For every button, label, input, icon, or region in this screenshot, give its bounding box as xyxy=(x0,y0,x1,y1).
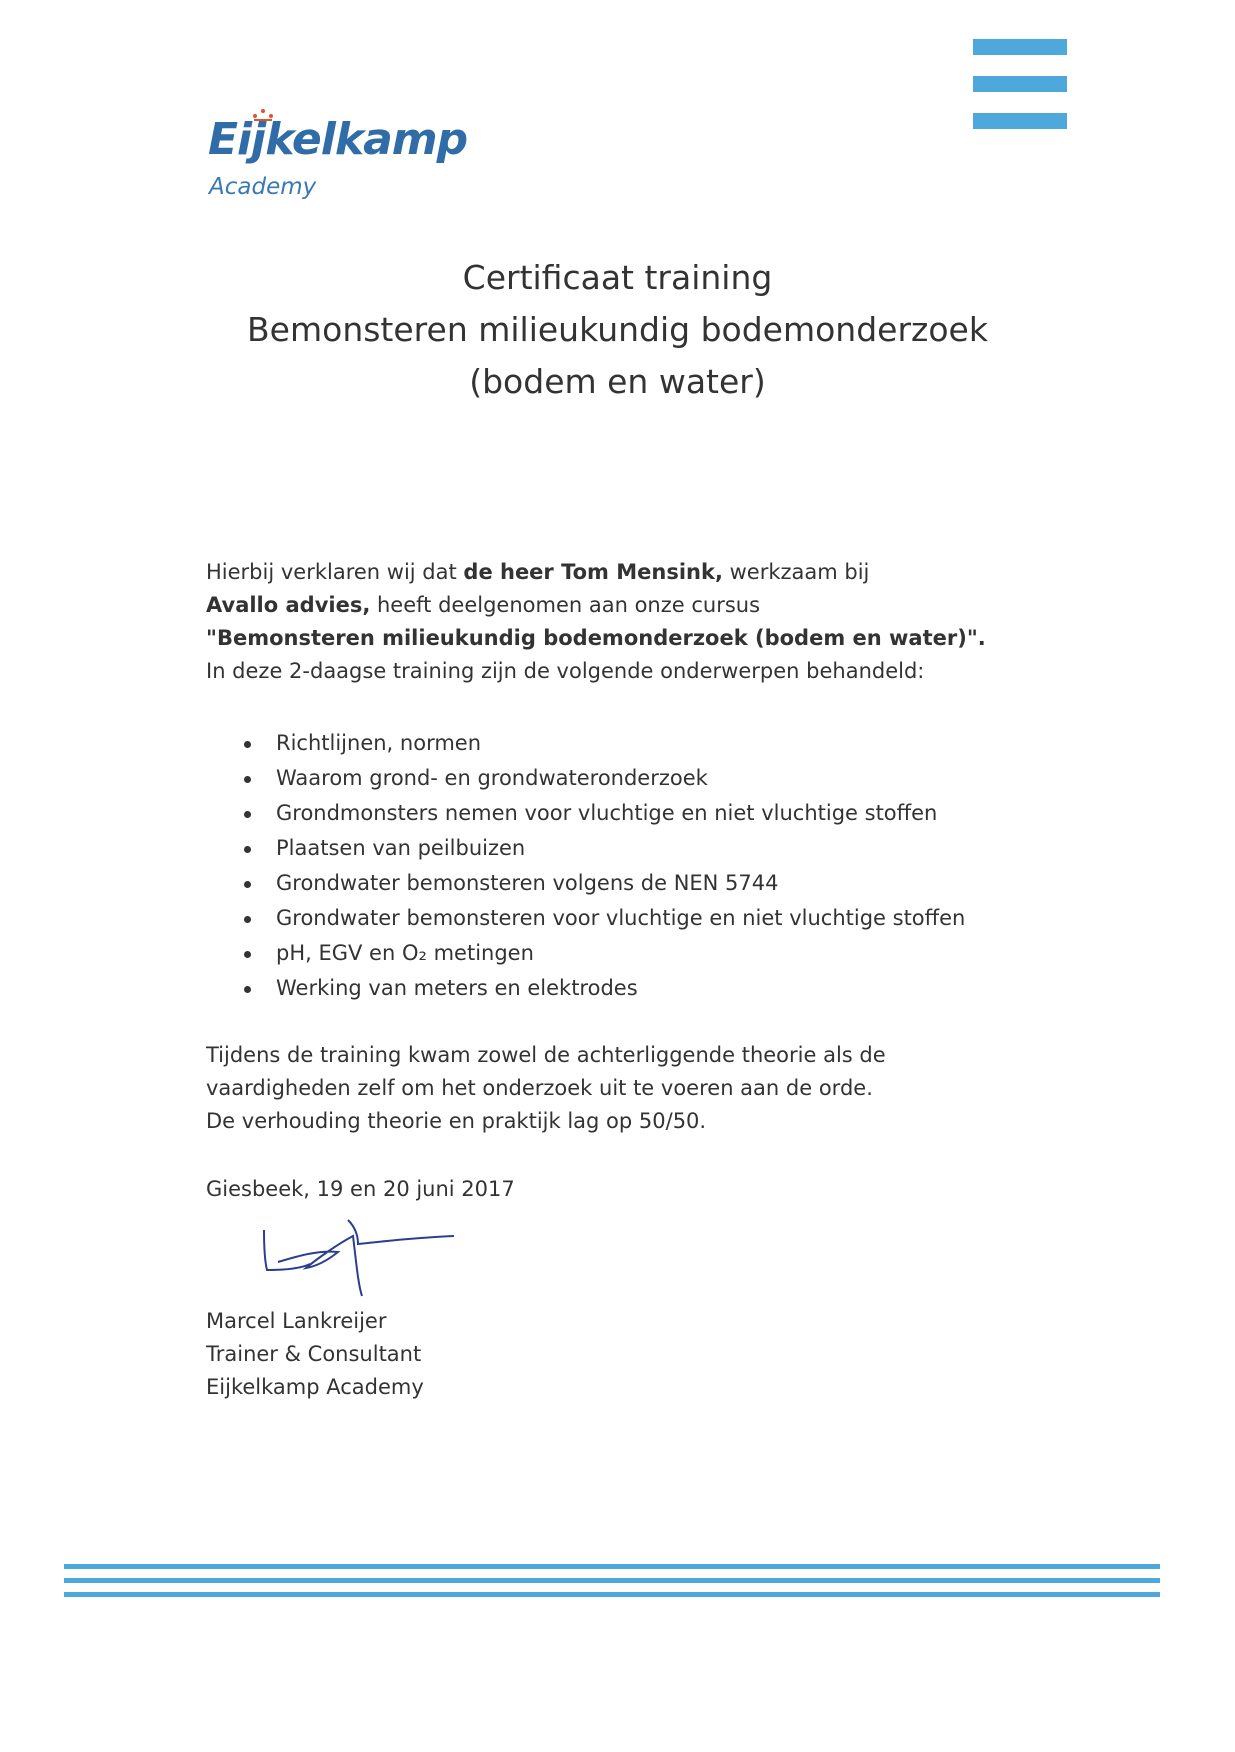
company-name: Avallo advies, xyxy=(206,593,371,617)
logo-subtitle: Academy xyxy=(209,174,317,200)
list-item: Werking van meters en elektrodes xyxy=(240,971,965,1006)
list-item: Grondwater bemonsteren volgens de NEN 5744 xyxy=(240,866,965,901)
logo-name: Eijkelkamp xyxy=(208,114,468,165)
intro-line-2 xyxy=(206,589,986,622)
intro-line-4: In deze 2-daagse training zijn de volgende onderwerpen behandeld: xyxy=(206,659,925,683)
participant-name: de heer Tom Mensink, xyxy=(463,560,723,584)
signer-role: Trainer & Consultant xyxy=(206,1342,422,1366)
list-item: Plaatsen van peilbuizen xyxy=(240,831,965,866)
topics-list xyxy=(240,726,965,1006)
intro-line-1 xyxy=(206,556,986,589)
certificate-title xyxy=(0,252,1235,408)
signer-name: Marcel Lankreijer xyxy=(206,1309,387,1333)
list-item: Grondmonsters nemen voor vluchtige en niet vluchtige stoffen xyxy=(240,796,965,831)
title-line-2: Bemonsteren milieukundig bodemonderzoek xyxy=(247,310,988,349)
outro-paragraph xyxy=(206,1039,886,1138)
place-date: Giesbeek, 19 en 20 juni 2017 xyxy=(206,1177,515,1201)
decorative-stripes-top xyxy=(973,39,1067,150)
signer-block xyxy=(206,1305,424,1404)
outro-line-1: Tijdens de training kwam zowel de achterliggende theorie als de xyxy=(206,1043,886,1067)
list-item: Waarom grond- en grondwateronderzoek xyxy=(240,761,965,796)
intro-text: werkzaam bij xyxy=(722,560,870,584)
intro-text: heeft deelgenomen aan onze cursus xyxy=(370,593,761,617)
decorative-stripes-bottom xyxy=(64,1564,1160,1606)
title-line-3: (bodem en water) xyxy=(469,362,766,401)
list-item: pH, EGV en O₂ metingen xyxy=(240,936,965,971)
intro-paragraph xyxy=(206,556,986,688)
outro-line-2: vaardigheden zelf om het onderzoek uit te voeren aan de orde. xyxy=(206,1076,873,1100)
list-item: Grondwater bemonsteren voor vluchtige en niet vluchtige stoffen xyxy=(240,901,965,936)
title-line-1: Certificaat training xyxy=(462,258,773,297)
intro-text: Hierbij verklaren wij dat xyxy=(206,560,464,584)
signature-image xyxy=(258,1200,458,1304)
course-name: "Bemonsteren milieukundig bodemonderzoek (bodem en water)". xyxy=(206,626,986,650)
list-item: Richtlijnen, normen xyxy=(240,726,965,761)
signer-organization: Eijkelkamp Academy xyxy=(206,1375,424,1399)
outro-line-3: De verhouding theorie en praktijk lag op 50/50. xyxy=(206,1109,707,1133)
